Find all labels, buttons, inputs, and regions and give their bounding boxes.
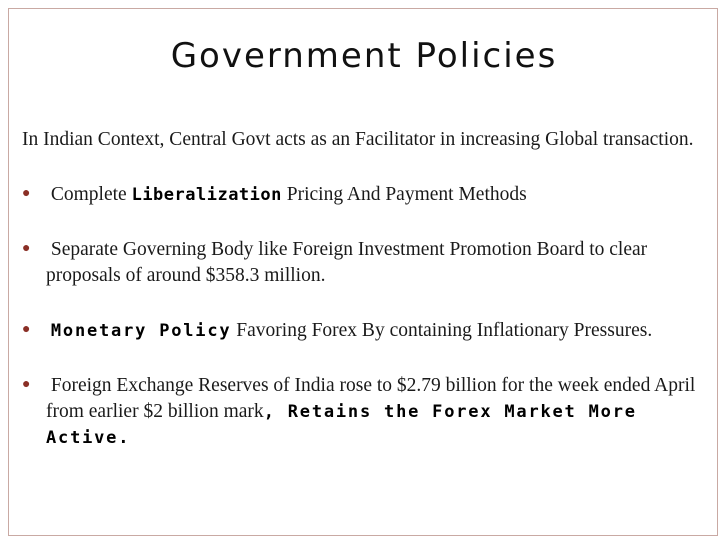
bullet-icon: ● <box>22 186 31 201</box>
bullet-liberalization <box>22 181 712 208</box>
bullet-text: Separate Governing Body like Foreign Investment Promotion Board to clear proposals of around $358.3 million. <box>46 239 648 286</box>
bullet-icon: ● <box>22 322 31 337</box>
bullet-monetary-policy <box>22 317 712 344</box>
bullet-icon: ● <box>22 377 31 392</box>
bullet-text: Pricing And Payment Methods <box>281 184 527 205</box>
bullet-icon: ● <box>22 241 31 256</box>
bullet-governing-body <box>22 236 712 289</box>
bullet-text: Foreign Exchange Reserves of India rose to $2.79 billion for the week ended April from earlier $2 billion mark <box>46 375 696 422</box>
bullet-emphasis: Liberalization <box>131 185 282 205</box>
slide-title: Government Policies <box>170 36 558 76</box>
slide-body <box>22 127 712 479</box>
intro-paragraph: In Indian Context, Central Govt acts as an Facilitator in increasing Global transaction. <box>22 129 694 150</box>
bullet-emphasis: , Retains the Forex Market More Active. <box>46 402 637 448</box>
bullet-text: Favoring Forex By containing Inflationary Pressures. <box>231 320 653 341</box>
bullet-emphasis: Monetary Policy <box>50 321 232 341</box>
bullet-text: Complete <box>46 184 132 205</box>
bullet-forex-reserves <box>22 372 712 451</box>
